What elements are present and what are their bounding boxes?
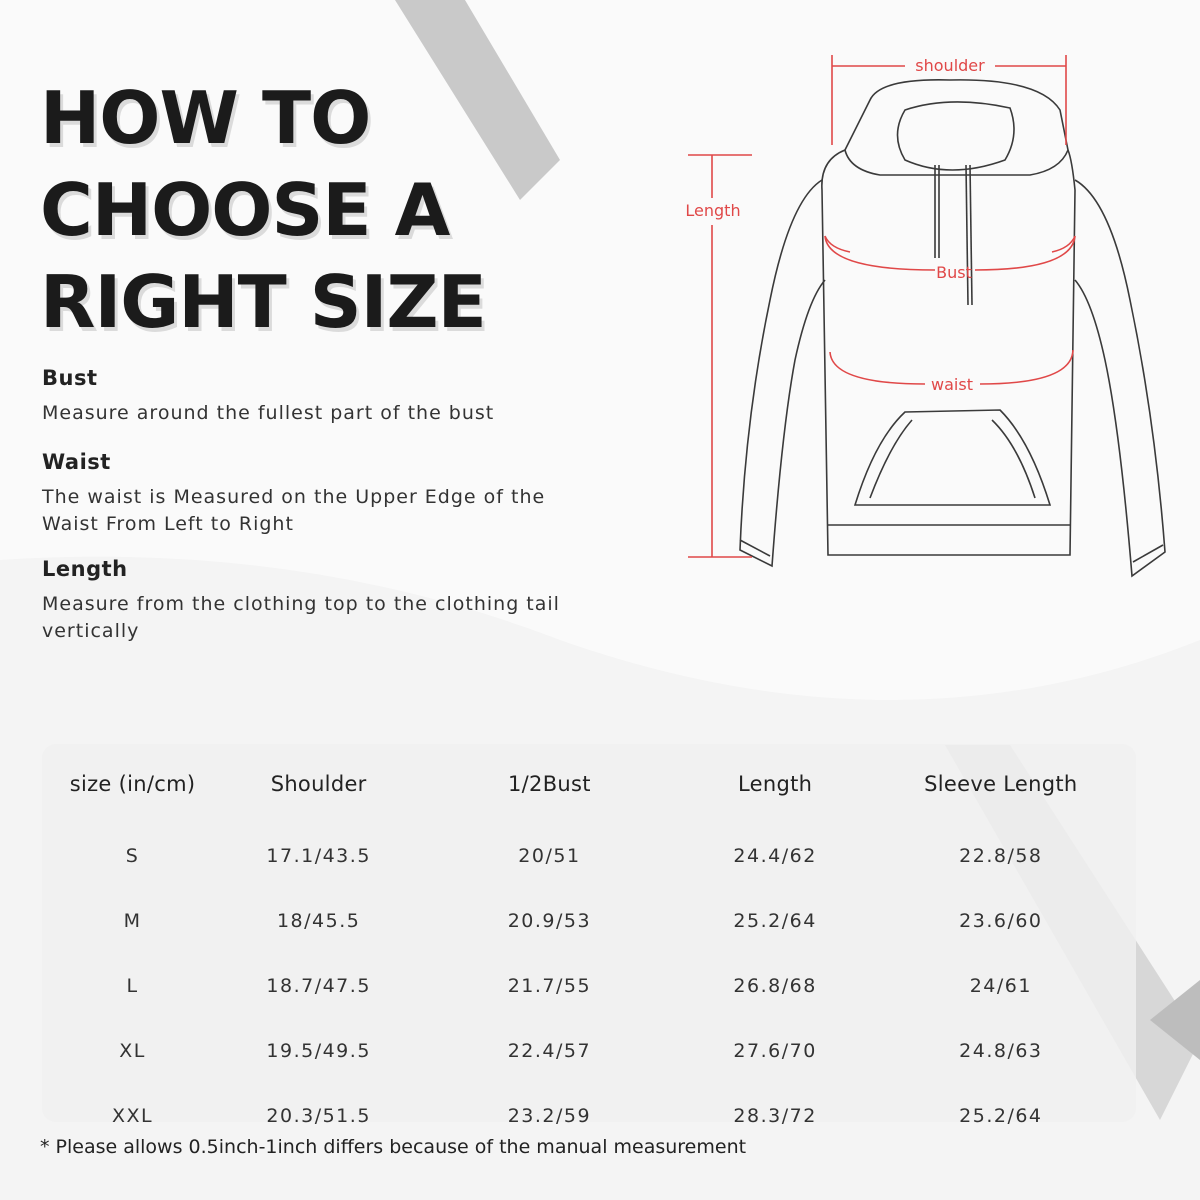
size-cell: L [126, 974, 139, 997]
size-cell: M [123, 909, 142, 932]
sleeve-length-cell: 24.8/63 [959, 1039, 1043, 1062]
shoulder-cell: 17.1/43.5 [266, 844, 371, 867]
length-label: Length [685, 201, 741, 220]
half-bust-cell: 21.7/55 [507, 974, 592, 997]
length-cell: 26.8/68 [733, 974, 817, 997]
length-cell: 27.6/70 [733, 1039, 817, 1062]
size-table-header [42, 744, 1136, 823]
guide-heading: Length [42, 557, 128, 581]
guide-description: Measure from the clothing top to the clothing tail vertically [42, 593, 560, 642]
guide-heading: Waist [42, 450, 111, 474]
guide-description: Measure around the fullest part of the bust [42, 402, 495, 424]
header-half-bust: 1/2Bust [508, 772, 591, 796]
hoodie-body [822, 150, 1075, 555]
shoulder-label: shoulder [915, 56, 985, 75]
half-bust-cell: 22.4/57 [507, 1039, 592, 1062]
guide-heading: Bust [42, 366, 98, 390]
length-cell: 25.2/64 [733, 909, 817, 932]
size-table [42, 744, 1136, 1148]
sleeve-length-cell: 23.6/60 [959, 909, 1043, 932]
table-row [42, 888, 1136, 953]
title-line-3: RIGHT SIZE [40, 260, 486, 344]
sleeve-length-cell: 25.2/64 [959, 1104, 1043, 1127]
sleeve-length-cell: 24/61 [969, 974, 1032, 997]
title-line-1: HOW TO [40, 76, 371, 160]
length-cell: 24.4/62 [733, 844, 817, 867]
hoodie-diagram [660, 40, 1180, 600]
hood-inner [898, 102, 1015, 170]
page-title [40, 72, 600, 348]
table-row [42, 1018, 1136, 1083]
left-sleeve [740, 180, 825, 566]
shoulder-cell: 20.3/51.5 [266, 1104, 371, 1127]
guide-waist [42, 450, 562, 538]
right-sleeve [1075, 180, 1165, 576]
length-cell: 28.3/72 [733, 1104, 817, 1127]
shoulder-cell: 18/45.5 [276, 909, 361, 932]
header-sleeve-length: Sleeve Length [924, 772, 1078, 796]
shoulder-cell: 18.7/47.5 [266, 974, 371, 997]
bust-label: Bust [936, 263, 972, 282]
kangaroo-pocket [855, 410, 1050, 505]
size-cell: XL [119, 1039, 146, 1062]
half-bust-cell: 20/51 [518, 844, 581, 867]
half-bust-cell: 20.9/53 [507, 909, 592, 932]
size-cell: XXL [111, 1104, 154, 1127]
size-table-card [42, 744, 1136, 1127]
title-line-2: CHOOSE A [40, 168, 450, 252]
size-cell: S [125, 844, 140, 867]
guide-bust [42, 366, 562, 427]
drawstring-right [966, 165, 968, 305]
measurement-note: * Please allows 0.5inch-1inch differs because of the manual measurement [40, 1136, 747, 1158]
shoulder-cell: 19.5/49.5 [266, 1039, 371, 1062]
guide-description: The waist is Measured on the Upper Edge of the Waist From Left to Right [42, 486, 546, 535]
hood-outline [845, 80, 1068, 175]
half-bust-cell: 23.2/59 [507, 1104, 592, 1127]
header-length: Length [738, 772, 813, 796]
table-row [42, 823, 1136, 888]
sleeve-length-cell: 22.8/58 [959, 844, 1043, 867]
header-shoulder: Shoulder [270, 772, 367, 796]
table-row [42, 953, 1136, 1018]
header-size: size (in/cm) [69, 772, 196, 796]
waist-label: waist [931, 375, 973, 394]
guide-length [42, 557, 562, 645]
